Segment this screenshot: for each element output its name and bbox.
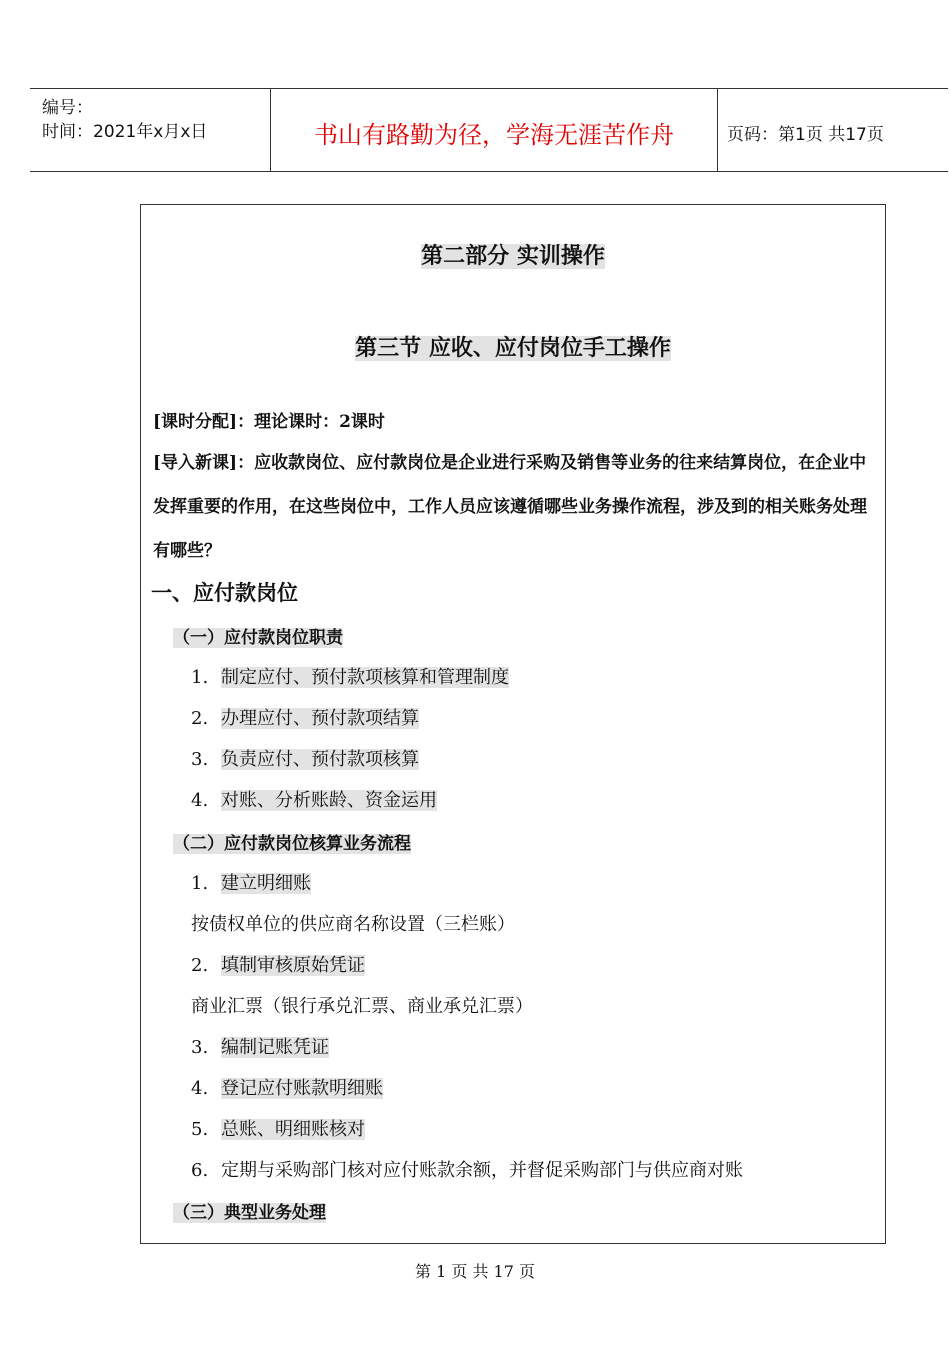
sub3-heading	[173, 1198, 326, 1223]
page-header	[30, 88, 948, 172]
item-number: 6.	[191, 1160, 209, 1181]
item-text: 负责应付、预付款项核算	[221, 749, 419, 770]
section-title-text: 第三节 应收、应付岗位手工操作	[355, 336, 671, 361]
sub2-heading	[173, 829, 411, 854]
item-number: 2.	[191, 708, 209, 729]
list-item	[191, 1033, 329, 1059]
list-item	[191, 1156, 743, 1182]
list-item	[191, 704, 419, 730]
list-item	[191, 663, 509, 689]
item-text: 填制审核原始凭证	[221, 955, 365, 976]
part-title	[141, 239, 885, 270]
list-item	[191, 992, 533, 1018]
list-item	[191, 1115, 365, 1141]
section1-heading: 一、应付款岗位	[151, 581, 298, 605]
header-page-cell	[717, 89, 948, 171]
section-title	[141, 331, 885, 362]
time-allocation: [课时分配]：理论课时：2课时	[153, 412, 385, 432]
list-item	[191, 910, 515, 936]
item-text: 制定应付、预付款项核算和管理制度	[221, 667, 509, 688]
item-text: 编制记账凭证	[221, 1037, 329, 1058]
item-number: 1.	[191, 873, 209, 894]
list-item	[191, 869, 311, 895]
item-number: 5.	[191, 1119, 209, 1140]
item-number: 2.	[191, 955, 209, 976]
intro-paragraph: [导入新课]：应收款岗位、应付款岗位是企业进行采购及销售等业务的往来结算岗位，在企业中发挥重要的作用，在这些岗位中，工作人员应该遵循哪些业务操作流程，涉及到的相关账务处理有哪些？	[153, 453, 867, 561]
page-footer: 第 1 页 共 17 页	[415, 1262, 535, 1281]
item-text: 办理应付、预付款项结算	[221, 708, 419, 729]
item-text: 按债权单位的供应商名称设置（三栏账）	[191, 914, 515, 935]
item-text: 定期与采购部门核对应付账款余额，并督促采购部门与供应商对账	[221, 1160, 743, 1181]
list-item	[191, 786, 437, 812]
part-title-text: 第二部分 实训操作	[421, 244, 605, 269]
header-meta-cell	[30, 89, 270, 171]
item-number: 4.	[191, 1078, 209, 1099]
item-text: 对账、分析账龄、资金运用	[221, 790, 437, 811]
item-text: 登记应付账款明细账	[221, 1078, 383, 1099]
item-number: 4.	[191, 790, 209, 811]
content-frame	[140, 204, 886, 1244]
time-label: 时间：2021年x月x日	[42, 122, 208, 142]
list-item	[191, 1074, 383, 1100]
sub1-heading-text: （一）应付款岗位职责	[173, 628, 343, 648]
motto-text: 书山有路勤为径，学海无涯苦作舟	[314, 121, 674, 149]
list-item	[191, 951, 365, 977]
item-text: 总账、明细账核对	[221, 1119, 365, 1140]
item-number: 1.	[191, 667, 209, 688]
sub2-heading-text: （二）应付款岗位核算业务流程	[173, 834, 411, 854]
header-page-label: 页码：第1页 共17页	[727, 125, 884, 145]
item-number: 3.	[191, 749, 209, 770]
header-motto-cell	[270, 89, 718, 171]
item-text: 商业汇票（银行承兑汇票、商业承兑汇票）	[191, 996, 533, 1017]
sub3-heading-text: （三）典型业务处理	[173, 1203, 326, 1223]
sub1-heading	[173, 623, 343, 648]
list-item	[191, 745, 419, 771]
item-text: 建立明细账	[221, 873, 311, 894]
item-number: 3.	[191, 1037, 209, 1058]
number-label: 编号：	[42, 98, 93, 118]
